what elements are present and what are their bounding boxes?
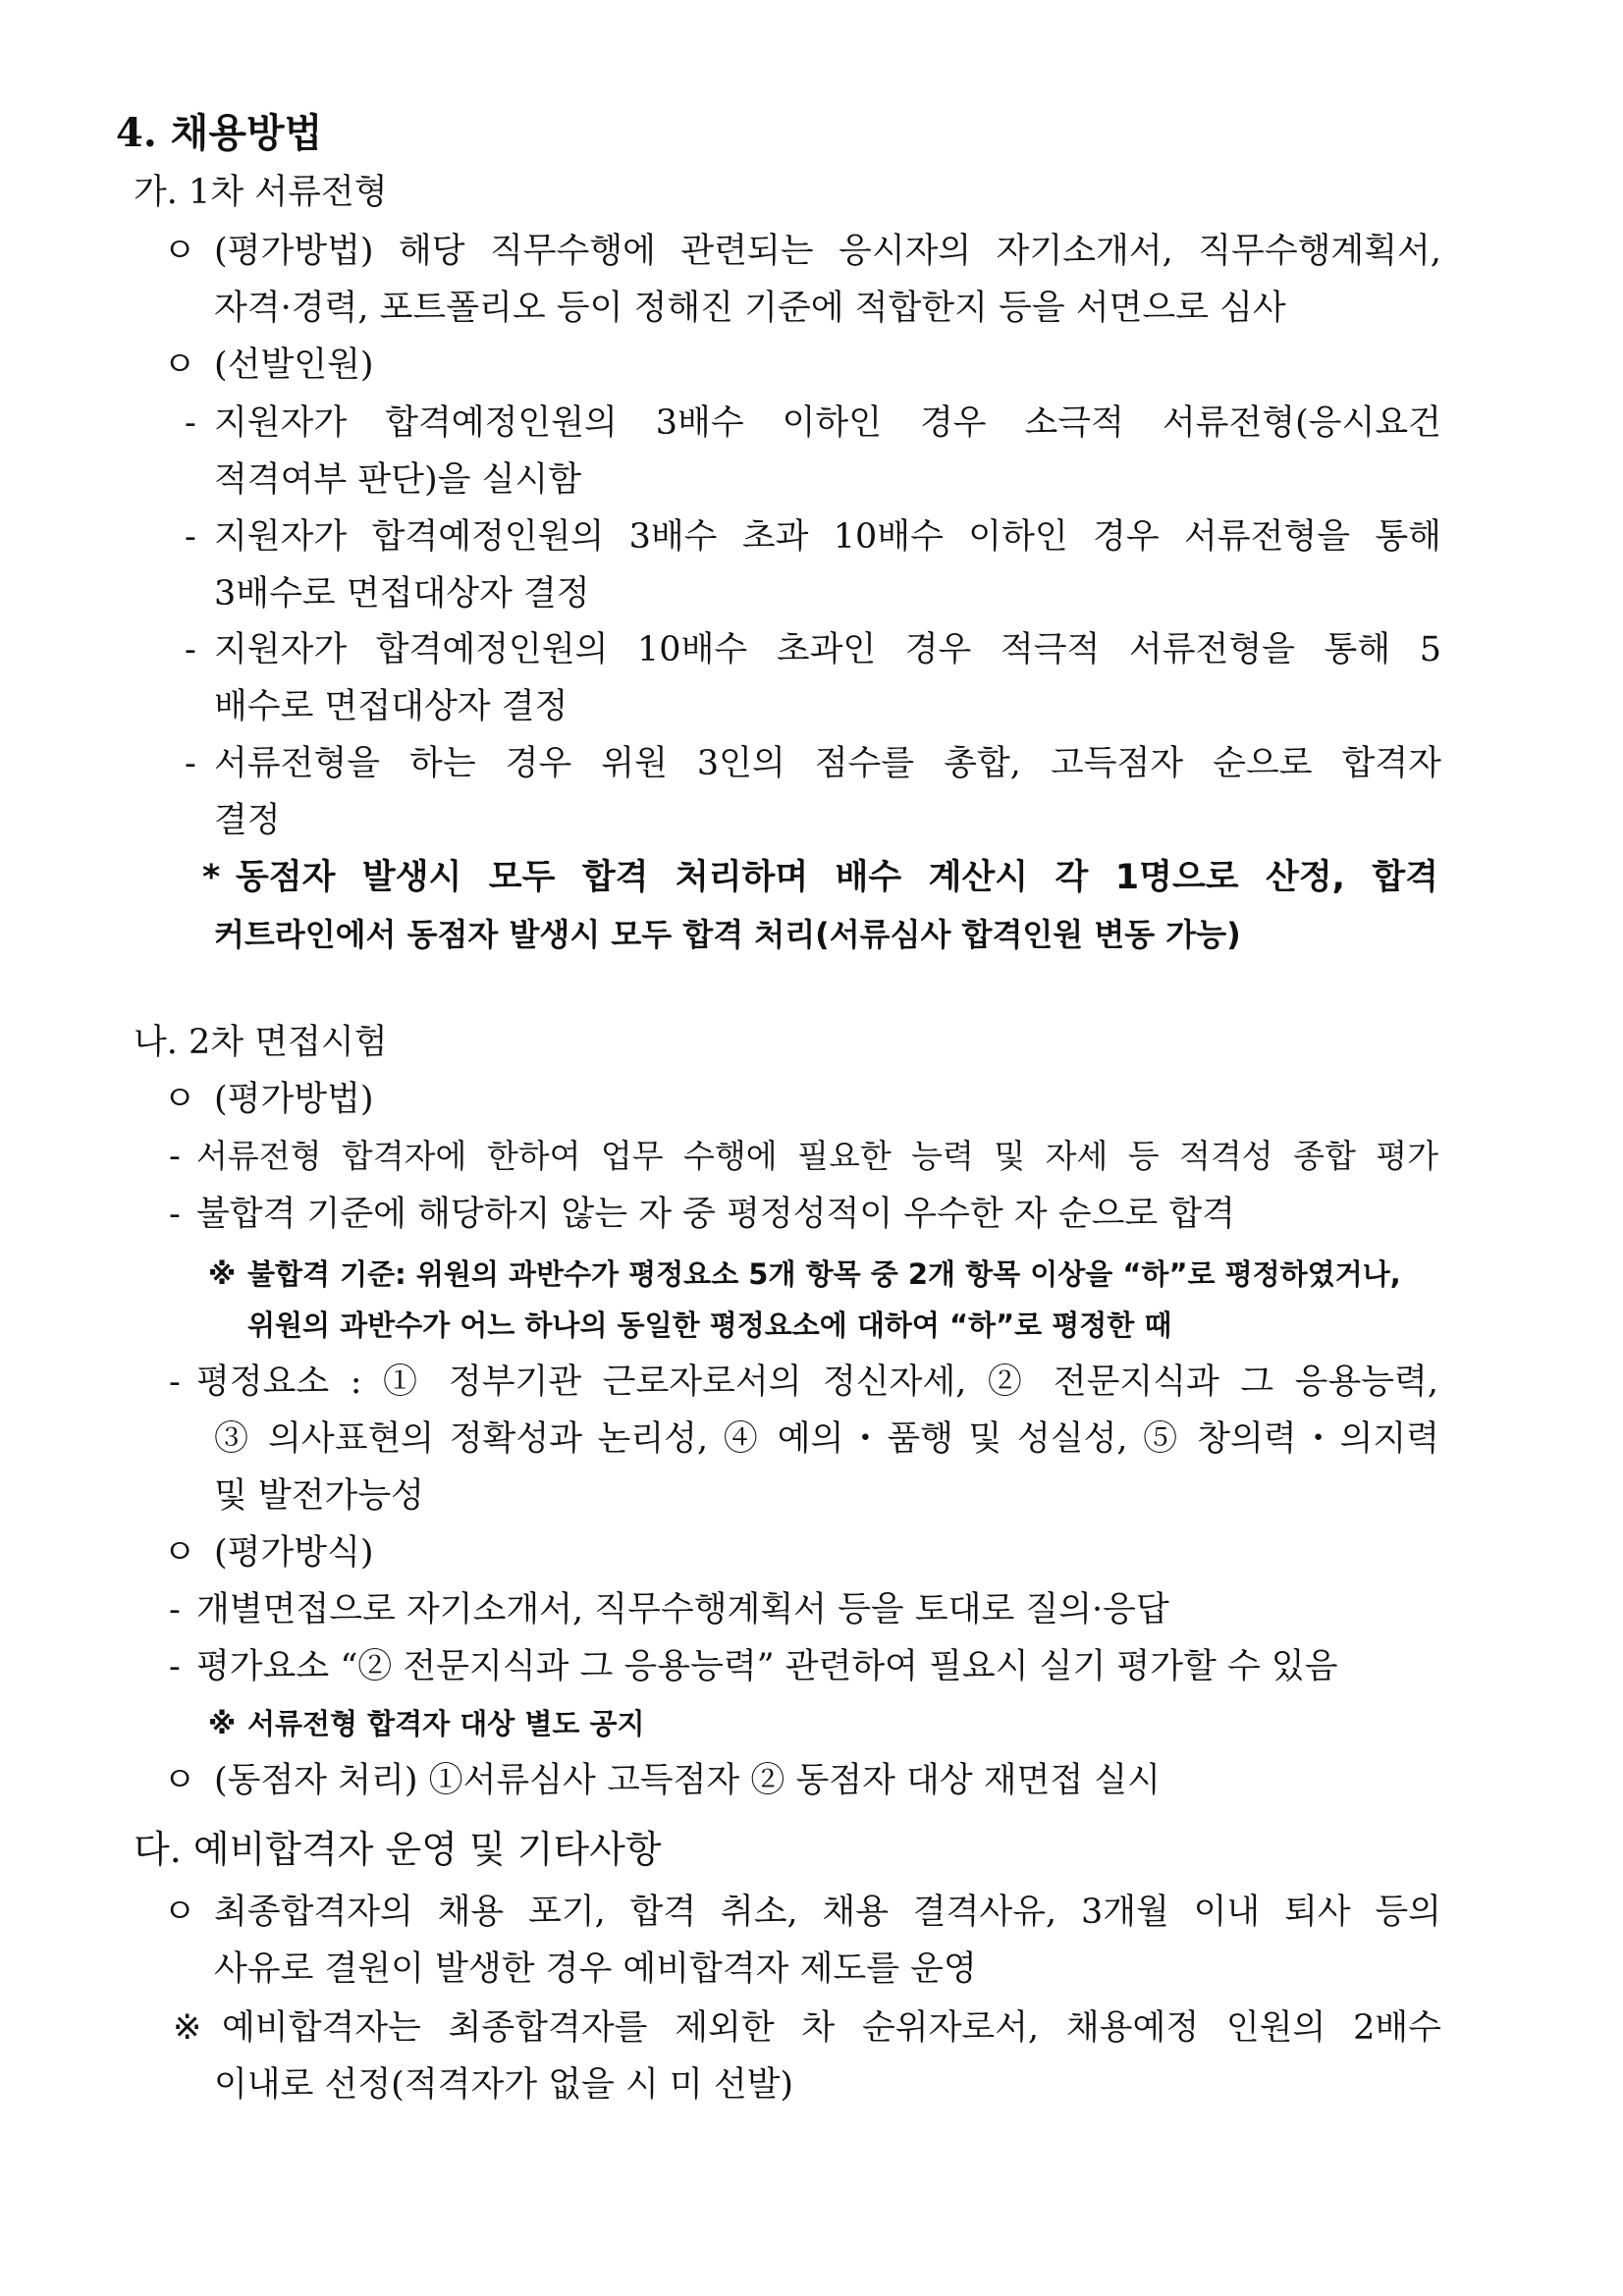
selection-item-1-line1: 지원자가 합격예정인원의 3배수 이하인 경우 소극적 서류전형(응시요건 (214, 403, 1441, 443)
dash-mark: - (185, 403, 196, 443)
tie-note-line1: 동점자 발생시 모두 합격 처리하며 배수 계산시 각 1명으로 산정, 합격 (236, 858, 1438, 897)
reserve-note-line1: 예비합격자는 최종합격자를 제외한 차 순위자로서, 채용예정 인원의 2배수 (222, 2008, 1441, 2048)
eval-format-label: (평가방식) (214, 1533, 374, 1573)
bullet-mark: ㅇ (163, 1893, 196, 1932)
tie-note-line2: 커트라인에서 동점자 발생시 모두 합격 처리(서류심사 합격인원 변동 가능) (214, 916, 1241, 953)
eval-item-2: 불합격 기준에 해당하지 않는 자 중 평정성적이 우수한 자 순으로 합격 (196, 1195, 1235, 1234)
reserve-note-mark: ※ (173, 2008, 202, 2048)
part-c-heading: 다. 예비합격자 운영 및 기타사항 (134, 1828, 662, 1871)
eval-method-line1: (평가방법) 해당 직무수행에 관련되는 응시자의 자기소개서, 직무수행계획서, (214, 232, 1441, 271)
dash-mark: - (169, 1590, 181, 1629)
selection-item-4-line1: 서류전형을 하는 경우 위원 3인의 점수를 총합, 고득점자 순으로 합격자 (214, 744, 1441, 783)
dash-mark: - (185, 744, 196, 783)
bullet-mark: ㅇ (163, 346, 196, 385)
bullet-mark: ㅇ (163, 1080, 196, 1119)
fail-note-line2: 위원의 과반수가 어느 하나의 동일한 평정요소에 대하여 “하”로 평정한 때 (247, 1308, 1172, 1342)
section-title: 4. 채용방법 (116, 110, 323, 156)
dash-mark: - (169, 1137, 181, 1176)
reserve-note-line2: 이내로 선정(적격자가 없을 시 미 선발) (214, 2065, 794, 2105)
reserve-item-line1: 최종합격자의 채용 포기, 합격 취소, 채용 결격사유, 3개월 이내 퇴사 등의 (214, 1893, 1441, 1932)
dash-mark: - (169, 1647, 181, 1686)
bullet-mark: ㅇ (163, 1761, 196, 1800)
selection-item-3-line2: 배수로 면접대상자 결정 (214, 687, 568, 726)
reserve-item-line2: 사유로 결원이 발생한 경우 예비합격자 제도를 운영 (214, 1949, 977, 1989)
elements-line1: 평정요소 : ① 정부기관 근로자로서의 정신자세, ② 전문지식과 그 응용능력, (196, 1362, 1438, 1402)
elements-line3: 및 발전가능성 (214, 1476, 424, 1516)
eval-item-1: 서류전형 합격자에 한하여 업무 수행에 필요한 능력 및 자세 등 적격성 종합 평가 (196, 1137, 1438, 1175)
notice-text: 서류전형 합격자 대상 별도 공지 (247, 1707, 645, 1740)
fail-note-mark: ※ (208, 1257, 237, 1291)
dash-mark: - (169, 1195, 181, 1234)
note-mark: * (202, 858, 221, 897)
dash-mark: - (169, 1362, 181, 1402)
bullet-mark: ㅇ (163, 232, 196, 271)
eval-method-label: (평가방법) (214, 1080, 374, 1119)
dash-mark: - (185, 630, 196, 669)
fail-note-line1: 불합격 기준: 위원의 과반수가 평정요소 5개 항목 중 2개 항목 이상을 “하”로 평정하였거나, (247, 1257, 1401, 1291)
selection-item-2-line2: 3배수로 면접대상자 결정 (214, 574, 590, 614)
tie-handling: (동점자 처리) ①서류심사 고득점자 ② 동점자 대상 재면접 실시 (214, 1761, 1161, 1800)
elements-line2: ③ 의사표현의 정확성과 논리성, ④ 예의・품행 및 성실성, ⑤ 창의력・의지력 (214, 1419, 1439, 1459)
format-item-1: 개별면접으로 자기소개서, 직무수행계획서 등을 토대로 질의·응답 (196, 1590, 1169, 1629)
selection-item-1-line2: 적격여부 판단)을 실시함 (214, 460, 582, 500)
part-a-heading: 가. 1차 서류전형 (134, 173, 388, 212)
selection-item-4-line2: 결정 (214, 801, 281, 840)
part-b-heading: 나. 2차 면접시험 (134, 1023, 388, 1062)
selection-item-2-line1: 지원자가 합격예정인원의 3배수 초과 10배수 이하인 경우 서류전형을 통해 (214, 517, 1441, 557)
eval-method-line2: 자격·경력, 포트폴리오 등이 정해진 기준에 적합한지 등을 서면으로 심사 (214, 289, 1286, 328)
notice-mark: ※ (208, 1707, 237, 1740)
selection-label: (선발인원) (214, 346, 374, 385)
format-item-2: 평가요소 “② 전문지식과 그 응용능력” 관련하여 필요시 실기 평가할 수 있음 (196, 1647, 1338, 1686)
bullet-mark: ㅇ (163, 1533, 196, 1573)
selection-item-3-line1: 지원자가 합격예정인원의 10배수 초과인 경우 적극적 서류전형을 통해 5 (214, 630, 1441, 669)
dash-mark: - (185, 517, 196, 557)
